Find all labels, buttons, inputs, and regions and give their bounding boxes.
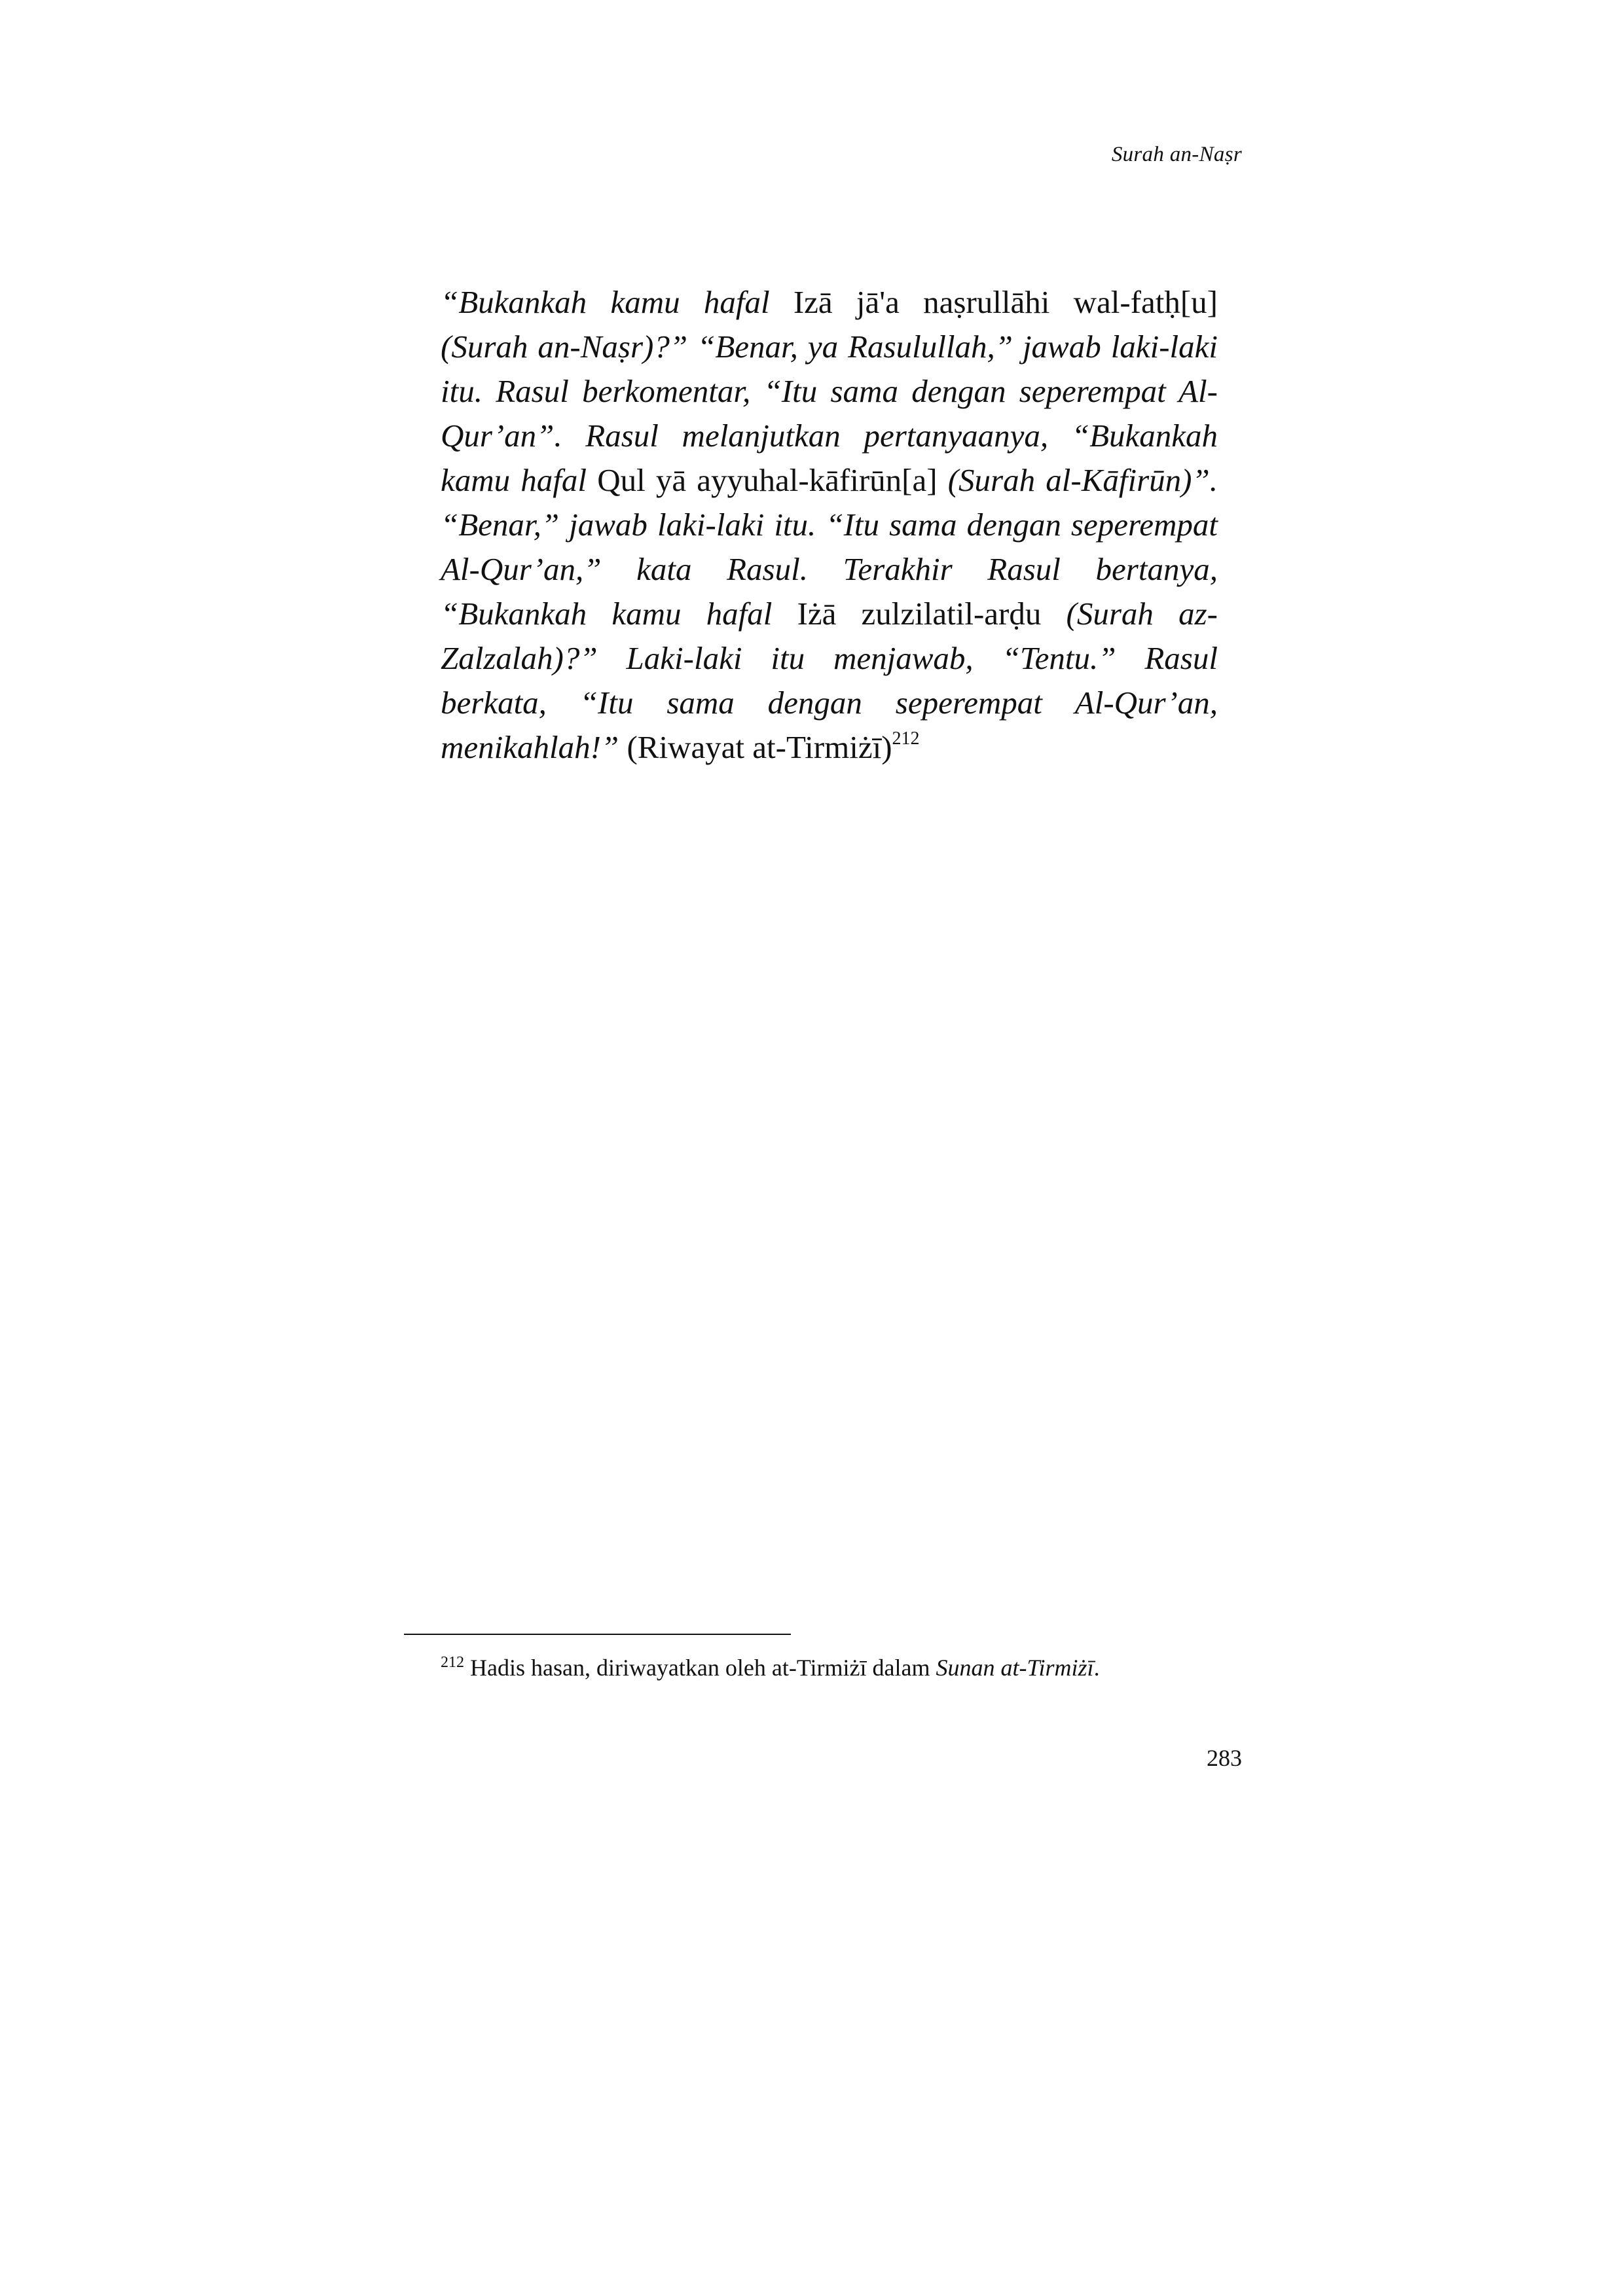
page-number: 283 (1207, 1745, 1242, 1771)
running-header: Surah an-Naṣr (1111, 143, 1242, 166)
body-segment-italic: (Surah an-Naṣr)?” “Benar, ya Rasulullah,” jawab laki-laki itu. Rasul berkomentar, “Itu sama dengan seperempat Al-Qur’an”. Rasul melanjutkan pertanyaanya, “Bukankah kamu hafal (441, 329, 1218, 498)
body-segment-transliteration: Iżā zulzilatil-arḍu (797, 596, 1067, 632)
footnote-text: Hadis hasan, diriwayatkan oleh at-Tirmiżī dalam (464, 1655, 936, 1681)
body-segment-citation: (Riwayat at-Tirmiżī) (627, 729, 892, 765)
footnote-number: 212 (441, 1654, 464, 1671)
body-segment-italic: (Surah al-Kāfirūn)”. “Benar,” jawab laki-laki itu. “Itu sama dengan seperempat Al-Qur’an,” kata Rasul. Terakhir Rasul bertanya, “Bukankah kamu hafal (441, 462, 1218, 632)
footnote-end: . (1093, 1655, 1100, 1681)
body-segment-transliteration: Qul yā ayyuhal-kāfirūn[a] (597, 462, 948, 498)
body-segment-italic: “Bukankah kamu hafal (441, 284, 793, 320)
body-segment-italic: (Surah az-Zalzalah)?” Laki-laki itu menjawab, “Tentu.” Rasul berkata, “Itu sama dengan seperempat Al-Qur’an, menikahlah!” (441, 596, 1218, 765)
footnote-divider (404, 1634, 791, 1635)
footnote-reference[interactable]: 212 (892, 728, 920, 749)
footnote (441, 1653, 1220, 1682)
body-paragraph (441, 280, 1218, 770)
footnote-source: Sunan at-Tirmiżī (936, 1655, 1094, 1681)
body-segment-transliteration: Izā jā'a naṣrullāhi wal-fatḥ[u] (793, 284, 1218, 320)
